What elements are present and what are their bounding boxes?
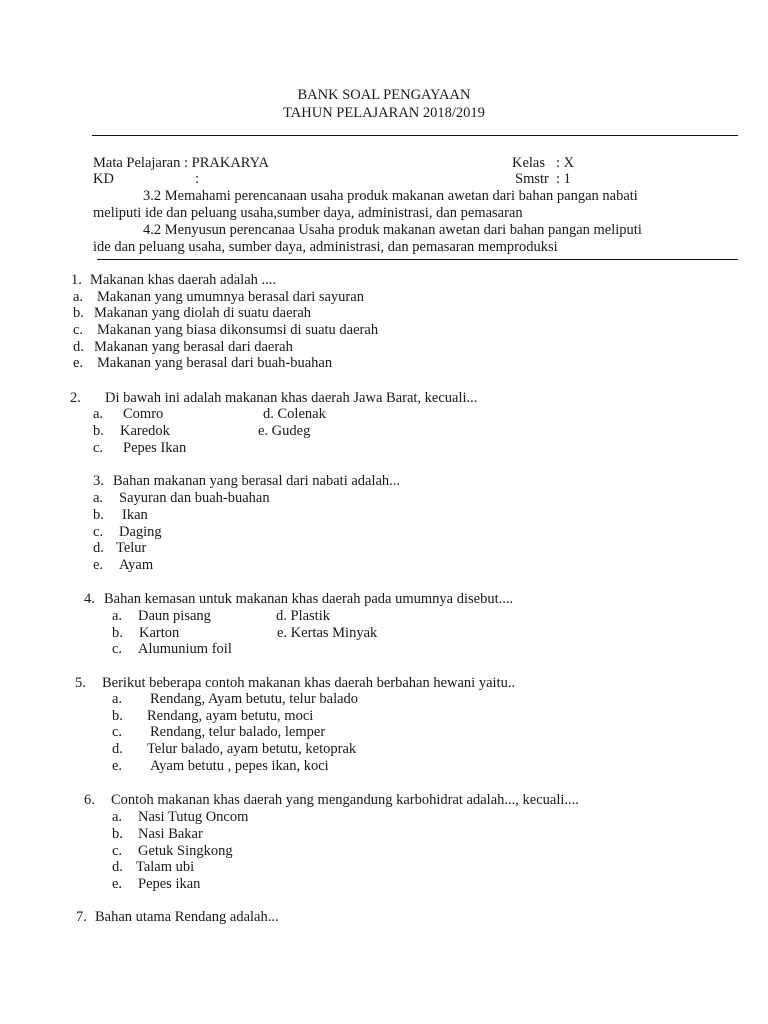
option-text: Rendang, telur balado, lemper xyxy=(150,724,326,740)
option-label: a. xyxy=(112,809,123,825)
option-text: Ikan xyxy=(122,507,148,523)
divider-bottom xyxy=(97,259,738,260)
question-text: Contoh makanan khas daerah yang mengandung karbohidrat adalah..., kecuali.... xyxy=(111,792,579,808)
option-text: Getuk Singkong xyxy=(138,843,233,859)
option-text: Telur balado, ayam betutu, ketoprak xyxy=(147,741,357,757)
option-label: c. xyxy=(112,641,123,657)
question-number: 2. xyxy=(70,390,81,406)
option-text: Rendang, ayam betutu, moci xyxy=(147,708,314,724)
option-text: Makanan yang berasal dari daerah xyxy=(94,339,293,355)
subject-label: Mata Pelajaran : PRAKARYA xyxy=(93,155,269,171)
option-text: Sayuran dan buah-buahan xyxy=(119,490,270,506)
option-text: Karedok xyxy=(120,423,170,439)
option-text: Pepes ikan xyxy=(138,876,201,892)
option-label: d. xyxy=(93,540,104,556)
question-text: Bahan utama Rendang adalah... xyxy=(95,909,279,925)
option-text: e. Gudeg xyxy=(258,423,311,439)
option-text: Makanan yang biasa dikonsumsi di suatu daerah xyxy=(97,322,379,338)
doc-title: BANK SOAL PENGAYAAN xyxy=(297,87,471,103)
option-label: d. xyxy=(112,859,123,875)
option-label: c. xyxy=(112,843,123,859)
option-label: e. xyxy=(112,758,123,774)
option-label: a. xyxy=(93,490,104,506)
kd-42-line1: 4.2 Menyusun perencanaa Usaha produk makanan awetan dari bahan pangan meliputi xyxy=(143,222,642,238)
option-text: Nasi Bakar xyxy=(138,826,203,842)
class-label: Kelas xyxy=(512,155,546,171)
option-label: a. xyxy=(112,691,123,707)
option-text: Nasi Tutug Oncom xyxy=(138,809,249,825)
option-text: Makanan yang umumnya berasal dari sayuran xyxy=(97,289,364,305)
option-label: c. xyxy=(112,724,123,740)
option-text: Makanan yang berasal dari buah-buahan xyxy=(97,355,333,371)
option-label: a. xyxy=(93,406,104,422)
option-label: a. xyxy=(73,289,84,305)
question-number: 7. xyxy=(76,909,87,925)
class-value: : X xyxy=(556,155,575,171)
divider-top xyxy=(92,135,738,136)
question-text: Di bawah ini adalah makanan khas daerah Jawa Barat, kecuali... xyxy=(105,390,478,406)
option-text: Ayam xyxy=(119,557,154,573)
question-text: Bahan kemasan untuk makanan khas daerah pada umumnya disebut.... xyxy=(104,591,514,607)
question-number: 3. xyxy=(93,473,104,489)
option-text: Telur xyxy=(116,540,147,556)
kd-32-line2: meliputi ide dan peluang usaha,sumber daya, administrasi, dan pemasaran xyxy=(93,205,523,221)
question-text: Makanan khas daerah adalah .... xyxy=(90,272,277,288)
semester-label: Smstr xyxy=(515,171,549,187)
doc-subtitle: TAHUN PELAJARAN 2018/2019 xyxy=(283,105,485,121)
option-label: c. xyxy=(93,524,104,540)
option-text: Ayam betutu , pepes ikan, koci xyxy=(150,758,329,774)
option-text: Talam ubi xyxy=(136,859,195,875)
option-text: Makanan yang diolah di suatu daerah xyxy=(94,305,312,321)
option-label: c. xyxy=(73,322,84,338)
option-text: Comro xyxy=(123,406,164,422)
kd-colon: : xyxy=(195,171,200,187)
option-text: e. Kertas Minyak xyxy=(277,625,378,641)
question-text: Berikut beberapa contoh makanan khas daerah berbahan hewani yaitu.. xyxy=(102,675,516,691)
option-label: a. xyxy=(112,608,123,624)
semester-value: : 1 xyxy=(556,171,571,187)
option-text: Alumunium foil xyxy=(138,641,232,657)
option-label: e. xyxy=(93,557,104,573)
option-text: d. Colenak xyxy=(263,406,326,422)
option-label: c. xyxy=(93,440,104,456)
option-label: b. xyxy=(112,708,123,724)
option-label: b. xyxy=(112,826,123,842)
kd-label: KD xyxy=(93,171,114,187)
option-label: b. xyxy=(93,507,104,523)
option-text: d. Plastik xyxy=(276,608,330,624)
option-label: e. xyxy=(73,355,84,371)
option-text: Pepes Ikan xyxy=(123,440,187,456)
option-text: Daging xyxy=(119,524,162,540)
option-label: b. xyxy=(112,625,123,641)
option-label: b. xyxy=(93,423,104,439)
question-number: 6. xyxy=(84,792,95,808)
kd-32-line1: 3.2 Memahami perencanaan usaha produk makanan awetan dari bahan pangan nabati xyxy=(143,188,638,204)
option-label: d. xyxy=(112,741,123,757)
option-text: Rendang, Ayam betutu, telur balado xyxy=(150,691,359,707)
option-text: Daun pisang xyxy=(138,608,211,624)
question-number: 5. xyxy=(75,675,86,691)
option-text: Karton xyxy=(139,625,180,641)
option-label: e. xyxy=(112,876,123,892)
option-label: b. xyxy=(73,305,84,321)
question-number: 4. xyxy=(84,591,95,607)
question-number: 1. xyxy=(71,272,82,288)
question-text: Bahan makanan yang berasal dari nabati adalah... xyxy=(113,473,401,489)
option-label: d. xyxy=(73,339,84,355)
kd-42-line2: ide dan peluang usaha, sumber daya, administrasi, dan pemasaran memproduksi xyxy=(93,239,558,255)
